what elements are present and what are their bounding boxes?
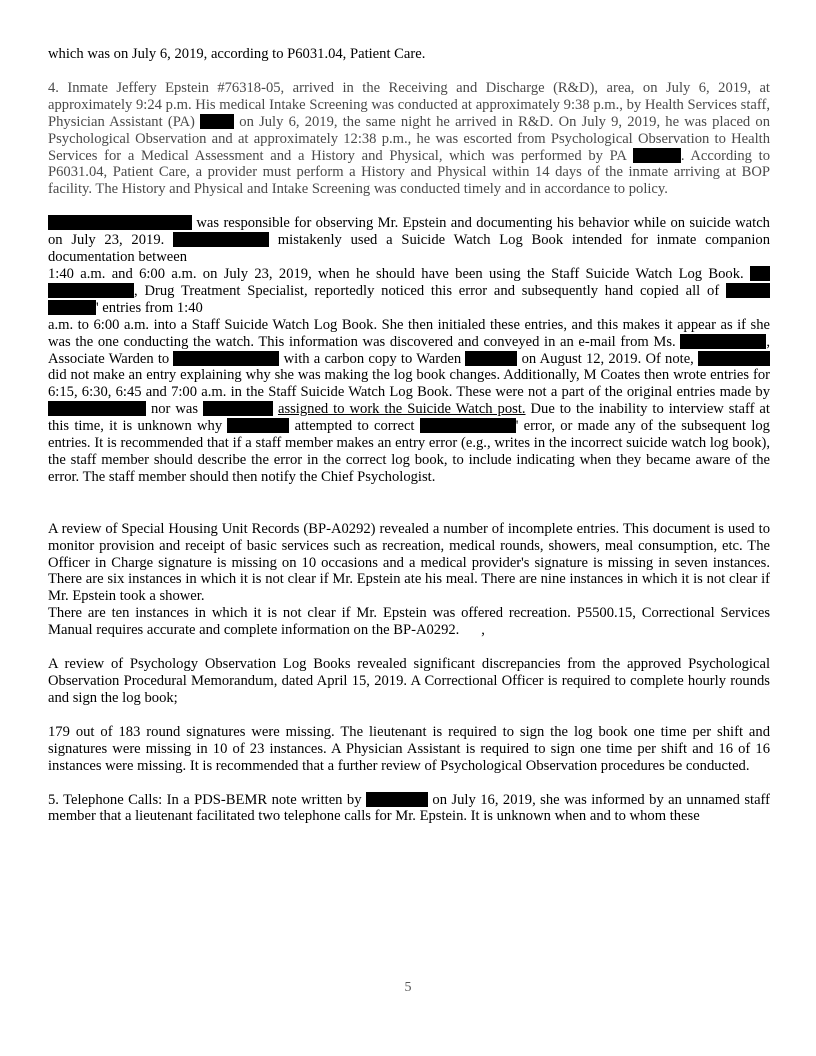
redaction-bar [200, 114, 234, 129]
redaction-bar [48, 401, 146, 416]
text-segment: on August 12, 2019. [521, 350, 642, 367]
redaction-bar [465, 351, 517, 366]
text-segment: There are ten instances in which it is not clear if Mr. Epstein was offered recreation. P5500.15, Correctional Services Manual requires accurate and complete information on the BP-A0292. [48, 605, 770, 639]
redaction-bar [698, 351, 770, 366]
text-segment: A review of Special Housing Unit Records (BP-A0292) revealed a number of incomplete entries. This document is used to monitor provision and receipt of basic services such as recreation, medical rounds, showers, meal consumption, etc. The Officer in Charge signature is missing on 10 occasions and a medical provider's signature is missing in seven instances. There are six instances in which it is not clear if Mr. Epstein ate his meal. There are nine instances in which it is not clear if Mr. Epstein took a shower. [48, 520, 770, 605]
paragraph-missing-signatures: 179 out of 183 round signatures were missing. The lieutenant is required to sign the log book one time per shift and signatures were missing in 10 of 23 instances. A Physician Assistant is required to sign one time per shift and 16 of 16 instances were missing. It is recommended that a further review of Psychological Observation procedures be conducted. [48, 723, 770, 774]
text-segment: error, or made any of the subsequent log entries. It is recommended that if a staff member makes an entry error (e.g., writes in the incorrect suicide watch log book), the staff member should describe the error in the correct log book, to include indicating when they became aware of the error. The staff member should then notify the Chief Psychologist. [48, 418, 770, 485]
text-segment: on July 6, 2019, the same night he arrived in R&D. On July 9, 2019, he was placed on Psychological Observation and at approximately 12:38 p.m., he was escorted from Psychological Observation to Health Services for a Medical Assessment and a History and Physical, which was performed by PA [48, 113, 771, 164]
text-segment: Coates then wrote entries for 6:15, 6:30, 6:45 and 7:00 a.m. in the Staff Suicide Watch Log Book. These were not a part of the original entries made by [48, 367, 770, 401]
text-segment: 4. Inmate Jeffery Epstein #76318-05, arrived in the Receiving and Discharge (R&D), area, on July 6, 2019, at approximately 9:24 p.m. His medical Intake Screening was conducted at approximately 9:38 p.m., by Health Services staff, Physician Assistant (PA) [48, 79, 770, 130]
paragraph-suicide-watch-log [48, 215, 770, 486]
text-segment: 5. Telephone Calls: In a PDS-BEMR note written by [48, 791, 362, 808]
redaction-bar [227, 418, 289, 433]
redaction-bar [48, 215, 192, 230]
paragraph-continuation: which was on July 6, 2019, according to P6031.04, Patient Care. [48, 46, 426, 62]
text-segment: a.m. to 6:00 a.m. into a Staff Suicide Watch Log Book. She then initialed these entries, and this makes it appear as if she was the one conducting the watch. This information was discovered and conveyed in an e-mail from Ms. [48, 316, 770, 350]
text-segment: attempted to correct [294, 418, 415, 435]
paragraph-telephone-calls [48, 792, 770, 826]
text-segment: with a carbon copy to Warden [283, 350, 462, 367]
text-segment: ' entries from 1:40 [96, 299, 203, 316]
paragraph-intake-screening [48, 80, 770, 198]
redaction-bar [420, 418, 516, 433]
text-segment: did not make an entry explaining why she was making the log book changes. Additionally, [48, 367, 580, 384]
text-segment: 1:40 a.m. and 6:00 a.m. on July 23, 2019, when he should have been using the Staff Suicide Watch Log Book. [48, 265, 744, 282]
text-segment: assigned to work the Suicide Watch post. [277, 401, 526, 418]
redaction-bar [203, 401, 273, 416]
redaction-bar [726, 283, 770, 298]
text-segment: Due to the inability to interview staff at this time, it is unknown why [48, 401, 770, 435]
text-segment: M [583, 367, 597, 384]
text-segment: mistakenly used a Suicide Watch Log Book intended for inmate companion documentation between [48, 232, 770, 266]
paragraph-shu-records [48, 521, 770, 639]
text-segment: , Associate Warden to [48, 333, 770, 367]
redaction-bar [48, 300, 96, 315]
redaction-bar [750, 266, 770, 281]
redaction-bar [633, 148, 681, 163]
redaction-bar [680, 334, 766, 349]
text-segment: Of note, [645, 350, 694, 367]
paragraph-psych-observation: A review of Psychology Observation Log Books revealed significant discrepancies from the approved Psychological Observation Procedural Memorandum, dated April 15, 2019. A Correctional Officer is required to complete hourly rounds and sign the log book; [48, 656, 770, 706]
text-segment: was responsible for observing Mr. Epstein and documenting his behavior while on suicide watch on July 23, 2019. [48, 215, 770, 249]
document-body [48, 46, 770, 825]
redaction-bar [173, 351, 279, 366]
text-segment: . According to P6031.04, Patient Care, a provider must perform a History and Physical within 14 days of the inmate arriving at BOP facility. The History and Physical and Intake Screening was conducted timely and in accordance to policy. [48, 147, 770, 198]
text-segment: nor was [150, 401, 199, 418]
redaction-bar [48, 283, 134, 298]
page-number: 5 [404, 980, 412, 995]
text-segment: , Drug Treatment Specialist, reportedly noticed this error and subsequently hand copied all of [134, 282, 720, 299]
redaction-bar [173, 232, 269, 247]
text-segment: ' [515, 418, 519, 435]
text-segment: on July 16, 2019, she was informed by an unnamed staff member that a lieutenant facilitated two telephone calls for Mr. Epstein. It is unknown when and to whom these [48, 791, 771, 825]
text-segment: , [481, 622, 485, 639]
redaction-bar [366, 792, 428, 807]
